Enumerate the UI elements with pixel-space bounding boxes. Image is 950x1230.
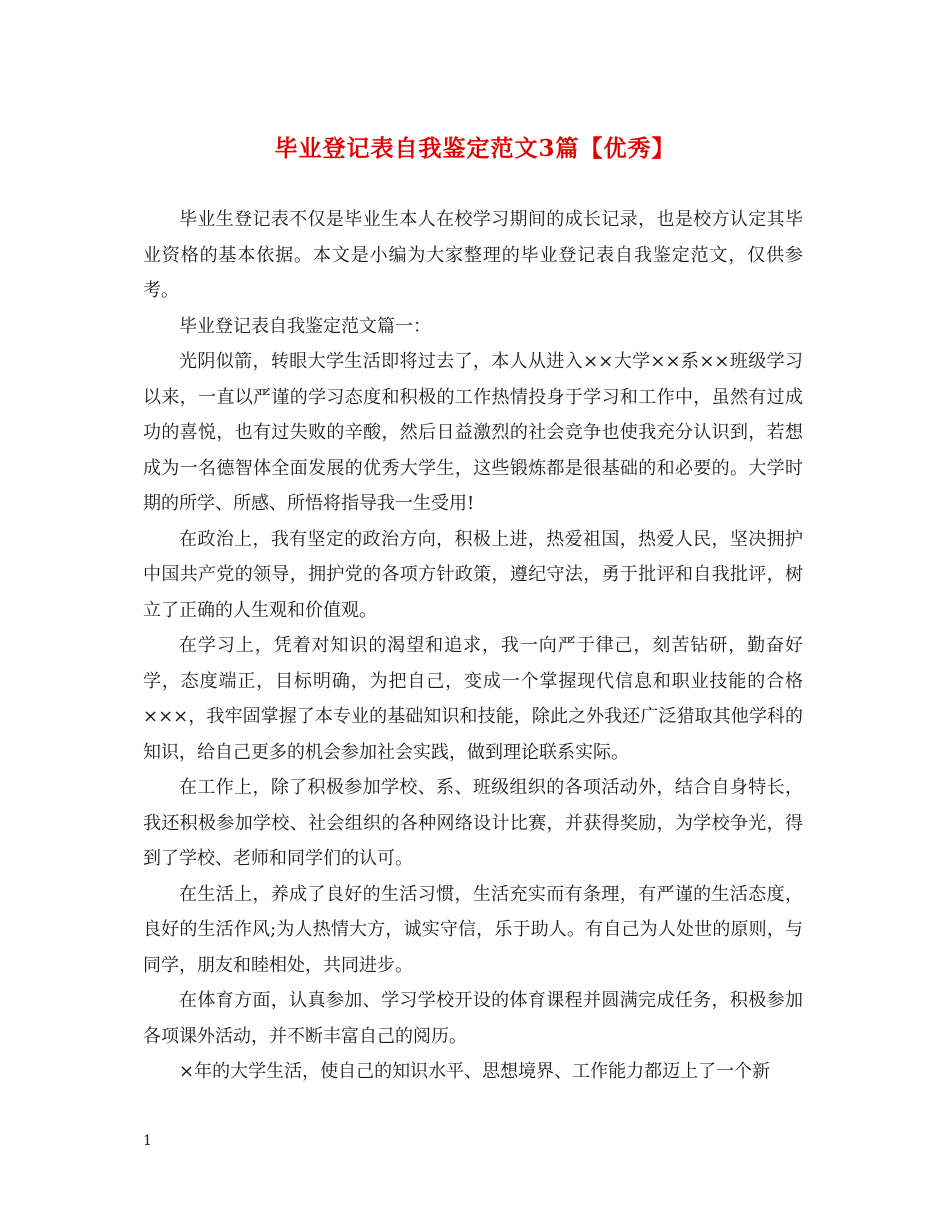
paragraph-intro: 毕业生登记表不仅是毕业生本人在校学习期间的成长记录，也是校方认定其毕业资格的基本依据。本文是小编为大家整理的毕业登记表自我鉴定范文，仅供参考。 xyxy=(143,209,803,301)
paragraph-work: 在工作上，除了积极参加学校、系、班级组织的各项活动外，结合自身特长，我还积极参加学校、社会组织的各种网络设计比赛，并获得奖励，为学校争光，得到了学校、老师和同学们的认可。 xyxy=(143,777,803,869)
paragraph-section-heading: 毕业登记表自我鉴定范文篇一： xyxy=(179,315,431,337)
paragraph-politics: 在政治上，我有坚定的政治方向，积极上进，热爱祖国，热爱人民，坚决拥护中国共产党的领导，拥护党的各项方针政策，遵纪守法，勇于批评和自我批评，树立了正确的人生观和价值观。 xyxy=(143,528,803,621)
document-body xyxy=(143,202,803,1090)
paragraph-life: 在生活上，养成了良好的生活习惯，生活充实而有条理，有严谨的生活态度，良好的生活作风;为人热情大方，诚实守信，乐于助人。有自己为人处世的原则，与同学，朋友和睦相处，共同进步。 xyxy=(143,883,803,976)
paragraph-sports: 在体育方面，认真参加、学习学校开设的体育课程并圆满完成任务，积极参加各项课外活动，并不断丰富自己的阅历。 xyxy=(143,990,803,1047)
paragraph-conclusion: ×年的大学生活，使自己的知识水平、思想境界、工作能力都迈上了一个新 xyxy=(179,1061,771,1082)
page-number: 1 xyxy=(143,1133,152,1149)
paragraph-overview: 光阴似箭，转眼大学生活即将过去了，本人从进入××大学××系××班级学习以来，一直以严谨的学习态度和积极的工作热情投身于学习和工作中，虽然有过成功的喜悦，也有过失败的辛酸，然后日益激烈的社会竞争也使我充分认识到，若想成为一名德智体全面发展的优秀大学生，这些锻炼都是很基础的和必要的。大学时期的所学、所感、所悟将指导我一生受用! xyxy=(143,351,803,514)
paragraph-study: 在学习上，凭着对知识的渴望和追求，我一向严于律己，刻苦钻研，勤奋好学，态度端正，目标明确，为把自己，变成一个掌握现代信息和职业技能的合格×××，我牢固掌握了本专业的基础知识和技能，除此之外我还广泛猎取其他学科的知识，给自己更多的机会参加社会实践，做到理论联系实际。 xyxy=(143,635,803,763)
document-title: 毕业登记表自我鉴定范文3篇【优秀】 xyxy=(274,135,676,162)
